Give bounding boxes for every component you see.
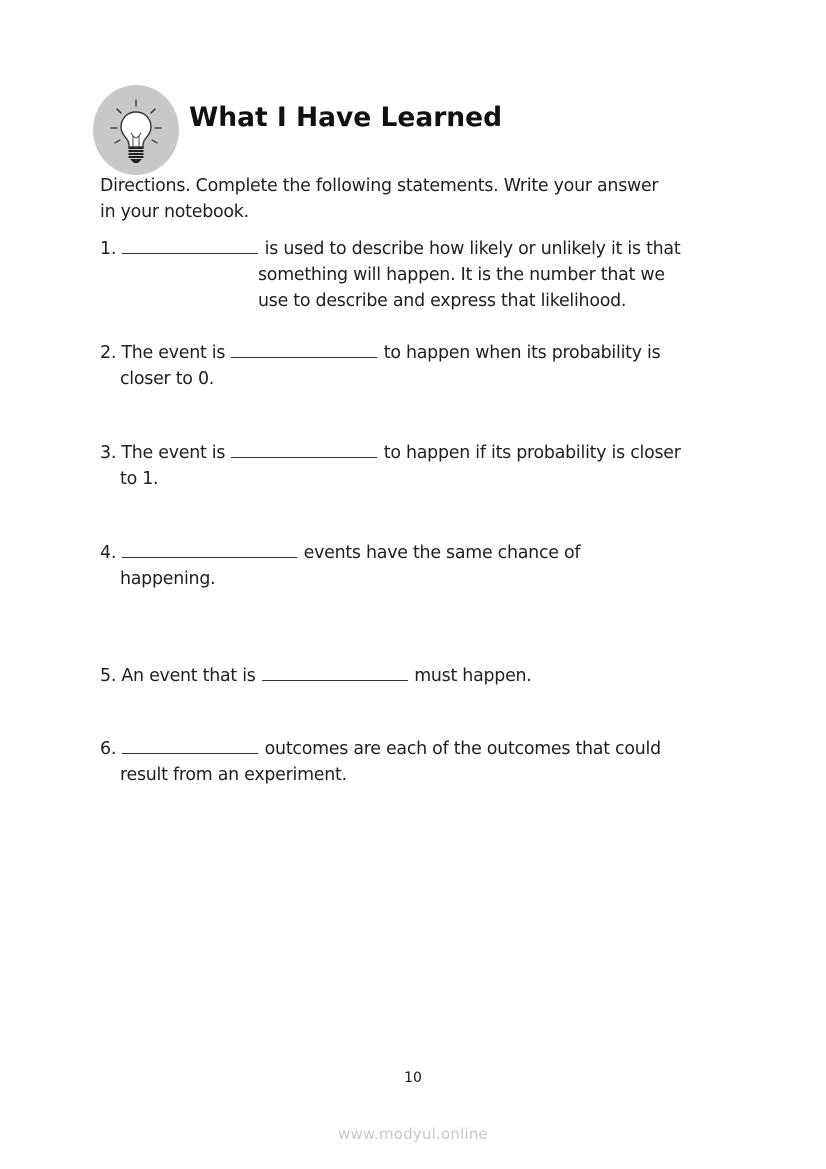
watermark: www.modyul.online (338, 1125, 488, 1143)
directions-line-1: Directions. Complete the following statements. Write your answer (100, 176, 659, 196)
item-number: 1. (100, 239, 117, 259)
page-number: 10 (404, 1070, 422, 1086)
item-text: outcomes are each of the outcomes that could (264, 739, 661, 759)
answer-blank (122, 236, 258, 254)
lightbulb-icon (93, 85, 179, 175)
item-text-before: An event that is (121, 666, 256, 686)
item-number: 4. (100, 543, 117, 563)
item-number: 3. (100, 443, 117, 463)
item-number: 6. (100, 739, 117, 759)
question-item-5 (100, 663, 532, 689)
item-text: events have the same chance of (303, 543, 581, 563)
item-1-continuation-2: use to describe and express that likelihood. (258, 291, 627, 311)
answer-blank (122, 540, 297, 558)
item-text: is used to describe how likely or unlikely it is that (264, 239, 681, 259)
item-text: to happen when its probability is (383, 343, 661, 363)
question-item-1 (100, 236, 680, 262)
item-1-continuation-1: something will happen. It is the number that we (258, 265, 665, 285)
question-item-4 (100, 540, 580, 566)
item-2-continuation: closer to 0. (120, 369, 215, 389)
page-title: What I Have Learned (189, 102, 503, 133)
item-text-before: The event is (121, 443, 226, 463)
directions-line-2: in your notebook. (100, 202, 249, 222)
section-header (93, 84, 179, 176)
item-6-continuation: result from an experiment. (120, 765, 347, 785)
answer-blank (231, 440, 377, 458)
answer-blank (231, 340, 377, 358)
item-4-continuation: happening. (120, 569, 216, 589)
item-text: to happen if its probability is closer (383, 443, 681, 463)
item-text-before: The event is (121, 343, 226, 363)
question-item-3 (100, 440, 681, 466)
item-3-continuation: to 1. (120, 469, 159, 489)
question-item-6 (100, 736, 661, 762)
item-number: 5. (100, 666, 117, 686)
item-text: must happen. (414, 666, 532, 686)
answer-blank (262, 663, 408, 681)
item-number: 2. (100, 343, 117, 363)
answer-blank (122, 736, 258, 754)
question-item-2 (100, 340, 660, 366)
